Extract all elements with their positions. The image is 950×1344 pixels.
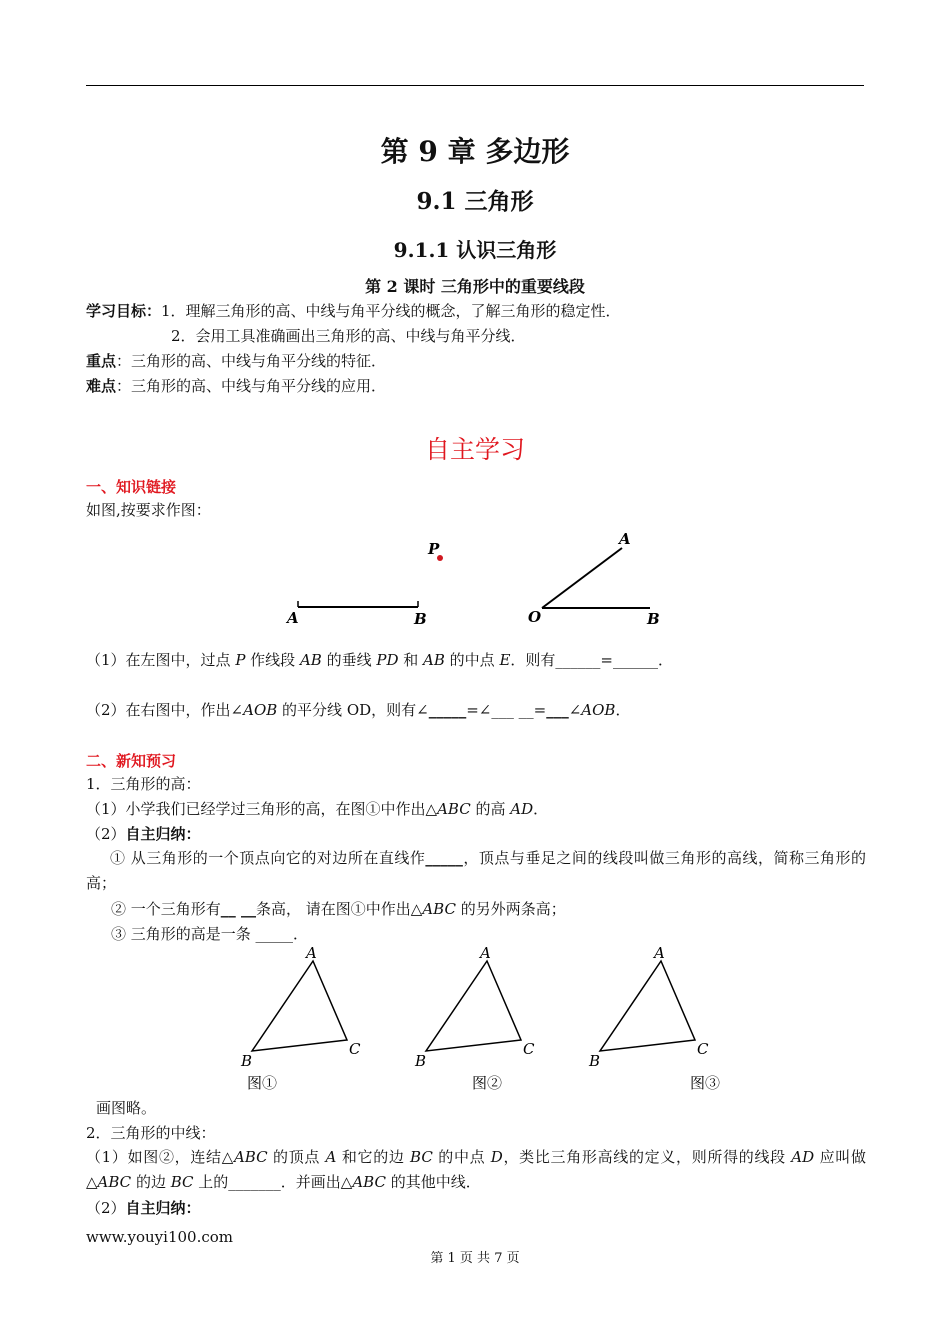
median-question-1: （1）如图②，连结△ABC 的顶点 A 和它的边 BC 的中点 D，类比三角形高线的定义，则所得的线段 AD 应叫做△ABC 的边 BC 上的_______．并画出△ABC 的其他中线．: [86, 1148, 866, 1191]
median-question-2: （2）自主归纳：: [86, 1199, 201, 1217]
footer-url[interactable]: www.youyi100.com: [86, 1228, 233, 1246]
label-p: P: [428, 540, 440, 558]
label-a-left: A: [287, 609, 299, 627]
subsection-title: 9.1.1 认识三角形: [393, 238, 557, 262]
triangle-2-label-a: A: [480, 944, 491, 962]
label-b-left: B: [414, 610, 427, 628]
objective-1: 1．理解三角形的高、中线与角平分线的概念，了解三角形的稳定性．: [161, 302, 621, 320]
key-text: ：三角形的高、中线与角平分线的特征．: [116, 352, 387, 370]
part2-heading: 二、新知预习: [86, 752, 177, 770]
header-rule: [86, 85, 864, 86]
triangle-1: [240, 944, 361, 1092]
part1-intro: 如图,按要求作图：: [86, 501, 211, 519]
triangle-1-label-b: B: [241, 1052, 253, 1070]
objective-2: 2．会用工具准确画出三角形的高、中线与角平分线．: [171, 327, 526, 345]
triangle-1-shape: [252, 961, 347, 1051]
figure-2-caption: 图②: [472, 1074, 503, 1092]
figure-1-caption: 图①: [247, 1074, 278, 1092]
median-title: 2．三角形的中线：: [86, 1124, 216, 1142]
triangle-3-label-c: C: [697, 1040, 709, 1058]
chapter-title: 第 9 章 多边形: [380, 135, 570, 168]
triangle-3: [588, 944, 720, 1092]
section-title: 9.1 三角形: [416, 188, 534, 215]
label-b-right: B: [647, 610, 660, 628]
triangle-2-label-b: B: [415, 1052, 427, 1070]
construction-figures: [0, 520, 950, 635]
triangle-figures: [0, 940, 950, 1100]
triangle-2-shape: [426, 961, 521, 1051]
part1-heading: 一、知识链接: [86, 478, 177, 496]
difficulty-point: [86, 376, 386, 396]
altitude-conclusion-1: ① 从三角形的一个顶点向它的对边所在直线作_____，顶点与垂足之间的线段叫做三角形的高线，简称三角形的高；: [86, 849, 866, 892]
triangle-1-label-c: C: [349, 1040, 361, 1058]
ray-oa: [542, 548, 622, 608]
label-o: O: [528, 608, 542, 626]
triangle-1-label-a: A: [306, 944, 317, 962]
key-point: [86, 351, 386, 371]
triangle-3-label-a: A: [654, 944, 665, 962]
part1-question-1: （1）在左图中，过点 P 作线段 AB 的垂线 PD 和 AB 的中点 E．则有______=______．: [86, 651, 673, 669]
difficulty-label: 难点: [86, 377, 117, 395]
objectives-line-1: [86, 301, 621, 321]
triangle-2-label-c: C: [523, 1040, 535, 1058]
page-number: 第 1 页 共 7 页: [430, 1251, 520, 1266]
key-label: 重点: [86, 352, 117, 370]
label-a-right: A: [619, 530, 631, 548]
self-study-banner: 自主学习: [424, 435, 525, 464]
altitude-question-2: （2）自主归纳：: [86, 825, 201, 843]
altitude-conclusion-3: ③ 三角形的高是一条 _____．: [111, 925, 309, 943]
triangle-3-label-b: B: [589, 1052, 601, 1070]
left-figure: [285, 540, 443, 628]
right-figure: [528, 530, 660, 628]
triangle-3-shape: [600, 961, 695, 1051]
part1-question-2: （2）在右图中，作出∠AOB 的平分线 OD，则有∠_____=∠___ __=___∠AOB．: [86, 701, 631, 719]
difficulty-text: ：三角形的高、中线与角平分线的应用．: [116, 377, 387, 395]
lesson-title: 第 2 课时 三角形中的重要线段: [365, 277, 585, 296]
objectives-label: 学习目标：: [86, 302, 162, 320]
altitude-question-1: （1）小学我们已经学过三角形的高，在图①中作出△ABC 的高 AD．: [86, 800, 549, 818]
figure-3-caption: 图③: [690, 1074, 721, 1092]
altitude-conclusion-2: ② 一个三角形有__ __条高， 请在图①中作出△ABC 的另外两条高；: [111, 900, 566, 918]
triangle-2: [414, 944, 535, 1092]
altitude-title: 1．三角形的高：: [86, 775, 201, 793]
drawing-omitted-note: 画图略。: [96, 1099, 157, 1117]
